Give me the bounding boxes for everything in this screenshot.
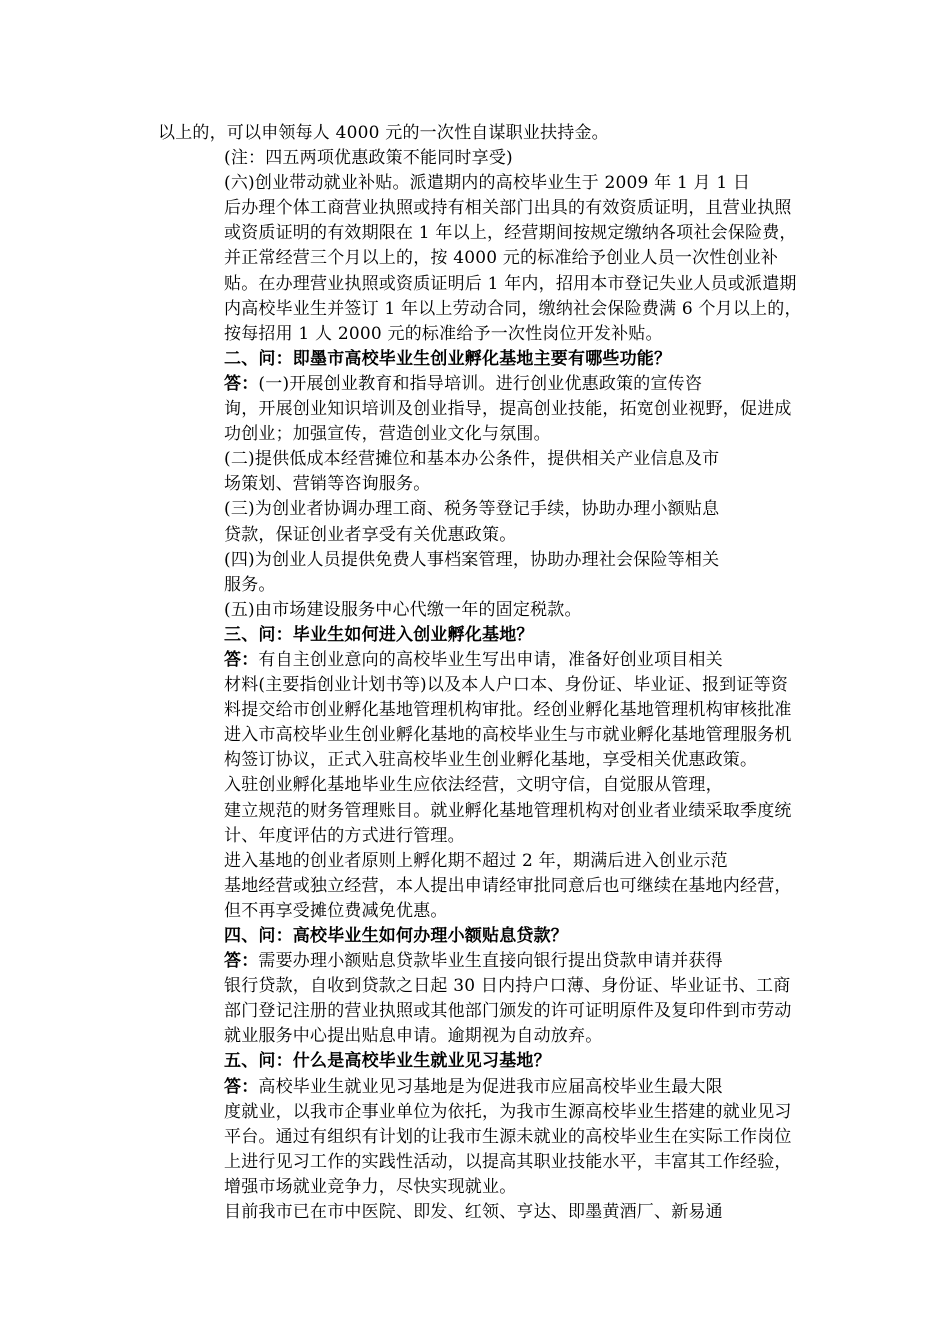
text-line: 入驻创业孵化基地毕业生应依法经营，文明守信，自觉服从管理， [224, 775, 723, 796]
text-line [158, 949, 790, 974]
question-heading: 三、问：毕业生如何进入创业孵化基地？ [224, 624, 534, 645]
answer-text: 需要办理小额贴息贷款毕业生直接向银行提出贷款申请并获得 [258, 951, 723, 972]
text-line: 目前我市已在市中医院、即发、红领、亨达、即墨黄酒厂、新易通 [224, 1202, 723, 1223]
text-line: 平台。通过有组织有计划的让我市生源未就业的高校毕业生在实际工作岗位 [224, 1126, 792, 1147]
text-line: 或资质证明的有效期限在 1 年以上，经营期间按规定缴纳各项社会保险费， [224, 223, 797, 244]
text-line: 进入市高校毕业生创业孵化基地的高校毕业生与市就业孵化基地管理服务机 [224, 725, 792, 746]
answer-paragraph [158, 949, 790, 1049]
text-line: 基地经营或独立经营，本人提出申请经审批同意后也可继续在基地内经营， [224, 875, 792, 896]
text-line: 服务。 [224, 574, 276, 595]
text-line: 构签订协议，正式入驻高校毕业生创业孵化基地，享受相关优惠政策。 [224, 750, 758, 771]
text-line: (注：四五两项优惠政策不能同时享受) [224, 148, 513, 169]
text-line: 场策划、营销等咨询服务。 [224, 474, 431, 495]
text-line: 增强市场就业竞争力，尽快实现就业。 [224, 1176, 517, 1197]
text-line [158, 648, 790, 673]
text-line: 以上的，可以申领每人 4000 元的一次性自谋职业扶持金。 [158, 123, 609, 143]
body-paragraph [158, 1200, 790, 1225]
text-line: 就业服务中心提出贴息申请。逾期视为自动放弃。 [224, 1026, 603, 1047]
text-line: 贷款，保证创业者享受有关优惠政策。 [224, 524, 517, 545]
body-paragraph [158, 849, 790, 924]
answer-label: 答： [224, 1076, 259, 1097]
question-heading: 二、问：即墨市高校毕业生创业孵化基地主要有哪些功能？ [224, 348, 672, 369]
answer-paragraph [158, 372, 790, 447]
text-line: 计、年度评估的方式进行管理。 [224, 825, 465, 846]
text-line: 进入基地的创业者原则上孵化期不超过 2 年，期满后进入创业示范 [224, 850, 728, 871]
text-line [158, 1075, 790, 1100]
text-line: 内高校毕业生并签订 1 年以上劳动合同，缴纳社会保险费满 6 个月以上的， [224, 298, 802, 319]
text-line: (四)为创业人员提供免费人事档案管理，协助办理社会保险等相关 [224, 549, 720, 570]
answer-label: 答： [224, 649, 259, 670]
text-line: (五)由市场建设服务中心代缴一年的固定税款。 [224, 599, 582, 620]
text-line: 询，开展创业知识培训及创业指导，提高创业技能，拓宽创业视野，促进成 [224, 399, 792, 420]
text-line: (二)提供低成本经营摊位和基本办公条件，提供相关产业信息及市 [224, 449, 720, 470]
text-line: (三)为创业者协调办理工商、税务等登记手续，协助办理小额贴息 [224, 499, 720, 520]
text-line: (六)创业带动就业补贴。派遣期内的高校毕业生于 2009 年 1 月 1 日 [224, 173, 751, 194]
text-line: 建立规范的财务管理账目。就业孵化基地管理机构对创业者业绩采取季度统 [224, 800, 792, 821]
text-line: 并正常经营三个月以上的，按 4000 元的标准给予创业人员一次性创业补 [224, 248, 779, 269]
body-paragraph [158, 548, 790, 598]
question-heading: 四、问：高校毕业生如何办理小额贴息贷款？ [224, 926, 568, 946]
text-line: 贴。在办理营业执照或资质证明后 1 年内，招用本市登记失业人员或派遣期 [224, 273, 797, 294]
text-line: 度就业，以我市企事业单位为依托，为我市生源高校毕业生搭建的就业见习 [224, 1101, 792, 1122]
answer-label: 答： [224, 373, 259, 394]
answer-paragraph [158, 648, 790, 773]
answer-text: 有自主创业意向的高校毕业生写出申请，准备好创业项目相关 [258, 649, 723, 670]
text-line: 料提交给市创业孵化基地管理机构审批。经创业孵化基地管理机构审核批准 [224, 700, 792, 721]
body-paragraph [158, 447, 790, 497]
body-paragraph [158, 171, 802, 347]
text-line: 上进行见习工作的实践性活动，以提高其职业技能水平，丰富其工作经验， [224, 1151, 792, 1172]
question-heading: 五、问：什么是高校毕业生就业见习基地？ [224, 1051, 551, 1072]
body-paragraph [158, 121, 790, 146]
text-line: 材料(主要指创业计划书等)以及本人户口本、身份证、毕业证、报到证等资 [224, 675, 789, 696]
answer-paragraph [158, 1075, 790, 1200]
text-line: 但不再享受摊位费减免优惠。 [224, 900, 448, 921]
document-body [158, 121, 802, 1225]
text-line: 银行贷款，自收到贷款之日起 30 日内持户口薄、身份证、毕业证书、工商 [224, 976, 791, 997]
answer-text: 高校毕业生就业见习基地是为促进我市应届高校毕业生最大限 [258, 1076, 723, 1097]
text-line: 后办理个体工商营业执照或持有相关部门出具的有效资质证明，且营业执照 [224, 198, 792, 219]
text-line: 按每招用 1 人 2000 元的标准给予一次性岗位开发补贴。 [224, 323, 663, 344]
body-paragraph [158, 773, 790, 848]
answer-label: 答： [224, 951, 259, 972]
answer-text: (一)开展创业教育和指导培训。进行创业优惠政策的宣传咨 [258, 373, 703, 394]
text-line: 部门登记注册的营业执照或其他部门颁发的许可证明原件及复印件到市劳动 [224, 1001, 792, 1022]
text-line [158, 372, 790, 397]
body-paragraph [158, 146, 790, 171]
text-line: 功创业；加强宣传，营造创业文化与氛围。 [224, 424, 551, 445]
body-paragraph [158, 497, 790, 547]
body-paragraph [158, 598, 790, 623]
